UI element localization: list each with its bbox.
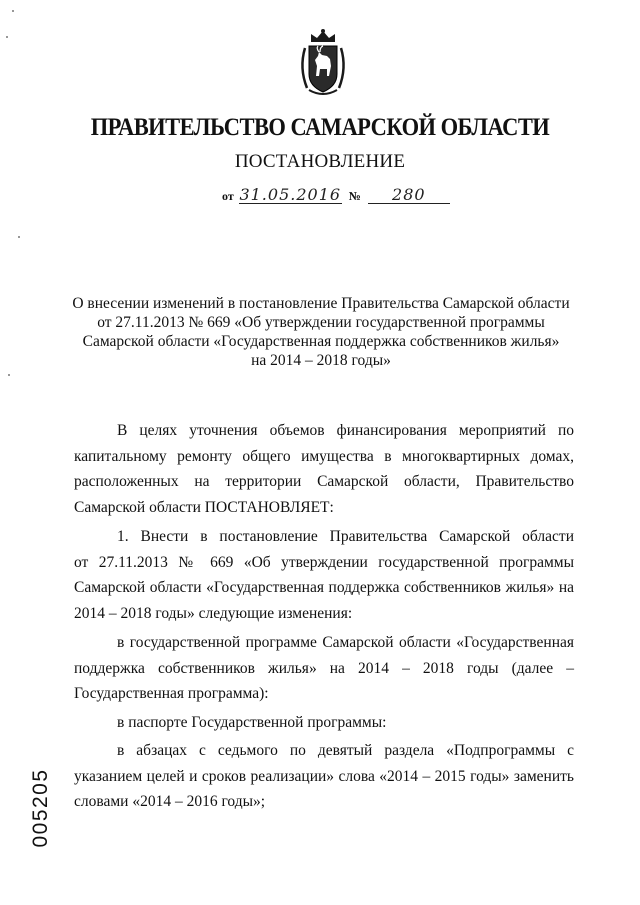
crown-jewel [321,29,325,33]
scan-speck [6,36,8,38]
body-line: капитальному ремонту общего имущества в многоквартирных домах, [74,447,574,465]
subject-line: от 27.11.2013 № 669 «Об утверждении государственной программы [97,314,545,331]
body-line: в абзацах с седьмого по девятый раздела «Подпрограммы с [117,742,574,759]
body-line: поддержка собственников жилья» на 2014 – 2018 годы (далее – [74,659,574,677]
number-prefix: № [348,189,361,203]
handwritten-number: 280 [368,186,450,204]
body-line: от 27.11.2013 № 669 «Об утверждении государственной программы [74,553,574,571]
stamp-number: 005205 [29,768,52,848]
subject-line: на 2014 – 2018 годы» [251,352,391,369]
body-line: В целях уточнения объемов финансирования мероприятий по [117,422,574,439]
document-type: ПОСТАНОВЛЕНИЕ [234,151,406,172]
subject-line: О внесении изменений в постановление Правительства Самарской области [72,295,570,312]
ribbon-right [339,48,344,88]
coat-of-arms-emblem [297,28,349,96]
scan-speck [18,236,20,238]
subject-line: Самарской области «Государственная поддержка собственников жилья» [82,333,560,350]
handwritten-date: 31.05.2016 [239,185,342,204]
passport-paragraph [74,710,574,736]
registration-stamp [26,748,56,868]
ribbon-left [302,48,307,88]
government-title: ПРАВИТЕЛЬСТВО САМАРСКОЙ ОБЛАСТИ [90,114,550,141]
program-paragraph [74,630,574,707]
clause-1-paragraph [74,524,574,626]
body-line: 2014 – 2018 годы» следующие изменения: [74,604,353,622]
preamble-paragraph [74,418,574,520]
scan-speck [8,374,10,376]
body-line: в паспорте Государственной программы: [117,714,387,731]
document-subject [70,294,572,370]
body-line: расположенных на территории Самарской области, Правительство [74,473,574,490]
date-prefix: от [222,189,234,203]
body-line: указанием целей и сроков реализации» слова «2014 – 2015 годы» заменить [74,767,574,785]
paragraphs-change [74,738,574,815]
body-line: в государственной программе Самарской области «Государственная [117,634,574,651]
body-line: словами «2014 – 2016 годы»; [74,793,266,810]
date-number-line [222,186,450,204]
body-line: Самарской области ПОСТАНОВЛЯЕТ: [74,498,334,516]
body-line: 1. Внести в постановление Правительства Самарской области [117,528,574,545]
body-line: Государственная программа): [74,685,269,702]
scan-speck [12,10,14,12]
body-line: Самарской области «Государственная поддержка собственников жилья» на [74,579,574,596]
